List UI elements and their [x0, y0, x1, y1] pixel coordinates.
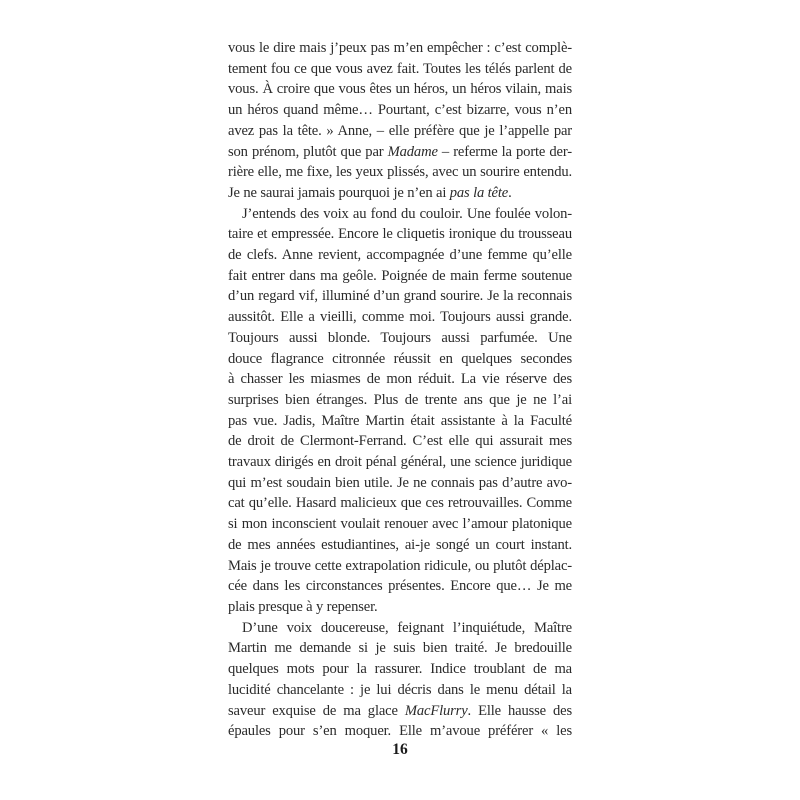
text-segment: un héros quand même… Pourtant, c’est bizarre, vous n’en — [228, 102, 572, 119]
text-segment: Martin me demande si je suis bien traité. Je bredouille — [228, 640, 572, 657]
text-line — [228, 638, 572, 659]
text-segment: quelques mots pour la rassurer. Indice troublant de ma — [228, 661, 572, 678]
body-text — [228, 38, 572, 742]
text-line — [228, 142, 572, 163]
text-segment: saveur exquise de ma glace — [228, 702, 405, 719]
text-segment: . Elle hausse des — [467, 702, 573, 719]
text-segment: avez pas la tête. » Anne, – elle préfère que je l’appelle par — [228, 122, 572, 139]
text-segment: lucidité chancelante : je lui décris dans le menu détail la — [228, 681, 572, 698]
text-segment: D’une voix doucereuse, feignant l’inquiétude, Maître — [242, 619, 572, 636]
text-line — [228, 535, 572, 556]
text-segment: vous. À croire que vous êtes un héros, un héros vilain, mais — [228, 81, 572, 98]
text-segment: cée dans les circonstances présentes. Encore que… Je me — [228, 578, 572, 595]
paragraph — [228, 204, 572, 618]
text-line — [228, 431, 572, 452]
text-segment: – referme la porte der- — [437, 143, 572, 160]
text-segment: aussitôt. Elle a vieilli, comme moi. Toujours aussi grande. — [228, 309, 572, 326]
text-line — [228, 183, 572, 204]
text-segment: à chasser les miasmes de mon réduit. La vie réserve des — [228, 371, 572, 388]
text-segment: Je ne saurai jamais pourquoi je n’en ai — [228, 184, 450, 201]
paragraph — [228, 38, 572, 204]
text-line — [228, 328, 572, 349]
text-line — [228, 59, 572, 80]
text-segment: fait entrer dans ma geôle. Poignée de main ferme soutenue — [228, 267, 572, 284]
text-line — [228, 721, 572, 742]
page-number: 16 — [392, 741, 408, 758]
paragraph — [228, 618, 572, 742]
text-line — [228, 680, 572, 701]
text-line — [228, 473, 572, 494]
text-line — [228, 245, 572, 266]
text-segment: de clefs. Anne revient, accompagnée d’une femme qu’elle — [228, 247, 572, 264]
text-line — [228, 266, 572, 287]
text-segment: vous le dire mais j’peux pas m’en empêcher : c’est complè- — [228, 40, 572, 56]
text-line — [228, 576, 572, 597]
text-line — [228, 369, 572, 390]
text-line — [228, 618, 572, 639]
text-segment: qui m’est soudain bien utile. Je ne connais pas d’autre avo- — [228, 474, 572, 491]
text-segment: son prénom, plutôt que par — [228, 143, 388, 160]
text-segment: douce flagrance citronnée réussit en quelques secondes — [228, 350, 572, 367]
italic-text: pas la tête — [449, 184, 509, 201]
text-line — [228, 349, 572, 370]
text-segment: cat qu’elle. Hasard malicieux que ces retrouvailles. Comme — [228, 495, 572, 512]
text-line — [228, 390, 572, 411]
text-line — [228, 452, 572, 473]
italic-text: MacFlurry — [404, 702, 468, 719]
text-segment: surprises bien étranges. Plus de trente ans que je ne l’ai — [228, 391, 572, 408]
text-segment: J’entends des voix au fond du couloir. Une foulée volon- — [242, 205, 572, 222]
text-line — [228, 286, 572, 307]
text-segment: épaules pour s’en moquer. Elle m’avoue préférer « les — [228, 723, 572, 740]
italic-text: Madame — [387, 143, 438, 160]
text-line — [228, 556, 572, 577]
text-line — [228, 701, 572, 722]
text-line — [228, 121, 572, 142]
text-segment: plais presque à y repenser. — [228, 598, 378, 615]
text-segment: rière elle, me fixe, les yeux plissés, avec un sourire entendu. — [228, 164, 572, 181]
text-line — [228, 411, 572, 432]
text-segment: si mon inconscient voulait renouer avec l’amour platonique — [228, 516, 572, 533]
text-line — [228, 307, 572, 328]
text-line — [228, 514, 572, 535]
text-segment: Mais je trouve cette extrapolation ridicule, ou plutôt déplac- — [228, 557, 572, 574]
text-segment: d’un regard vif, illuminé d’un grand sourire. Je la reconnais — [228, 288, 572, 305]
text-line — [228, 204, 572, 225]
text-line — [228, 162, 572, 183]
text-segment: taire et empressée. Encore le cliquetis ironique du trousseau — [228, 226, 572, 243]
text-line — [228, 597, 572, 618]
text-segment: de droit de Clermont-Ferrand. C’est elle qui assurait mes — [228, 433, 572, 450]
text-segment: travaux dirigés en droit pénal général, une science juridique — [228, 454, 572, 471]
text-segment: de mes années estudiantines, ai-je songé un court instant. — [228, 536, 572, 553]
text-segment: . — [508, 184, 512, 201]
text-segment: Toujours aussi blonde. Toujours aussi parfumée. Une — [228, 329, 572, 346]
text-line — [228, 493, 572, 514]
text-line — [228, 224, 572, 245]
text-line — [228, 79, 572, 100]
text-segment: pas vue. Jadis, Maître Martin était assistante à la Faculté — [228, 412, 572, 429]
text-segment: tement fou ce que vous avez fait. Toutes les télés parlent de — [228, 60, 572, 77]
text-line — [228, 38, 572, 59]
text-line — [228, 659, 572, 680]
text-line — [228, 100, 572, 121]
